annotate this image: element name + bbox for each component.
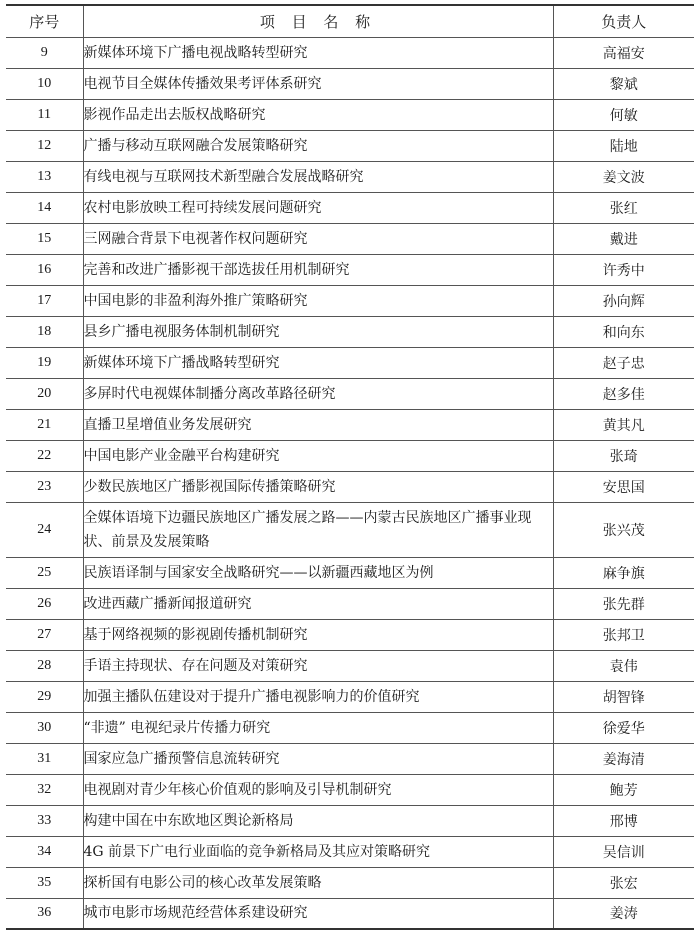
table-row bbox=[6, 378, 694, 409]
header-row bbox=[6, 5, 694, 37]
table-row bbox=[6, 130, 694, 161]
row-number: 33 bbox=[6, 805, 83, 836]
row-number: 16 bbox=[6, 254, 83, 285]
row-project-name: 中国电影的非盈利海外推广策略研究 bbox=[83, 285, 553, 316]
row-leader: 许秀中 bbox=[553, 254, 694, 285]
row-project-name: 电视节目全媒体传播效果考评体系研究 bbox=[83, 68, 553, 99]
row-number: 31 bbox=[6, 743, 83, 774]
row-number: 34 bbox=[6, 836, 83, 867]
table-row bbox=[6, 285, 694, 316]
row-number: 35 bbox=[6, 867, 83, 898]
row-leader: 高福安 bbox=[553, 37, 694, 68]
table-row bbox=[6, 774, 694, 805]
row-leader: 赵子忠 bbox=[553, 347, 694, 378]
row-project-name: 手语主持现状、存在问题及对策研究 bbox=[83, 650, 553, 681]
table-row bbox=[6, 99, 694, 130]
row-number: 29 bbox=[6, 681, 83, 712]
row-number: 22 bbox=[6, 440, 83, 471]
row-project-name: 新媒体环境下广播电视战略转型研究 bbox=[83, 37, 553, 68]
row-project-name: 改进西藏广播新闻报道研究 bbox=[83, 588, 553, 619]
row-project-name: 广播与移动互联网融合发展策略研究 bbox=[83, 130, 553, 161]
row-number: 13 bbox=[6, 161, 83, 192]
table-row bbox=[6, 898, 694, 929]
table-row bbox=[6, 588, 694, 619]
row-number: 19 bbox=[6, 347, 83, 378]
row-leader: 张兴茂 bbox=[553, 502, 694, 557]
row-project-name: 完善和改进广播影视干部选拔任用机制研究 bbox=[83, 254, 553, 285]
row-leader: 张红 bbox=[553, 192, 694, 223]
row-number: 32 bbox=[6, 774, 83, 805]
row-number: 15 bbox=[6, 223, 83, 254]
table-row bbox=[6, 68, 694, 99]
table-row bbox=[6, 316, 694, 347]
row-leader: 邢博 bbox=[553, 805, 694, 836]
row-project-name: 中国电影产业金融平台构建研究 bbox=[83, 440, 553, 471]
row-number: 11 bbox=[6, 99, 83, 130]
row-project-name: 城市电影市场规范经营体系建设研究 bbox=[83, 898, 553, 929]
row-leader: 胡智锋 bbox=[553, 681, 694, 712]
row-leader: 姜海清 bbox=[553, 743, 694, 774]
table-row bbox=[6, 619, 694, 650]
table-row bbox=[6, 471, 694, 502]
table-row bbox=[6, 161, 694, 192]
row-project-name: 三网融合背景下电视著作权问题研究 bbox=[83, 223, 553, 254]
row-leader: 孙向辉 bbox=[553, 285, 694, 316]
row-leader: 安思国 bbox=[553, 471, 694, 502]
row-number: 30 bbox=[6, 712, 83, 743]
table-row bbox=[6, 681, 694, 712]
table-row bbox=[6, 502, 694, 557]
header-leader: 负责人 bbox=[553, 5, 694, 37]
row-number: 12 bbox=[6, 130, 83, 161]
table-row bbox=[6, 867, 694, 898]
row-leader: 麻争旗 bbox=[553, 557, 694, 588]
row-project-name: 直播卫星增值业务发展研究 bbox=[83, 409, 553, 440]
table-row bbox=[6, 192, 694, 223]
row-project-name: 影视作品走出去版权战略研究 bbox=[83, 99, 553, 130]
row-project-name: 国家应急广播预警信息流转研究 bbox=[83, 743, 553, 774]
row-number: 36 bbox=[6, 898, 83, 929]
row-project-name: 县乡广播电视服务体制机制研究 bbox=[83, 316, 553, 347]
row-leader: 黎斌 bbox=[553, 68, 694, 99]
row-number: 25 bbox=[6, 557, 83, 588]
table-row bbox=[6, 440, 694, 471]
row-number: 26 bbox=[6, 588, 83, 619]
row-number: 20 bbox=[6, 378, 83, 409]
row-leader: 张琦 bbox=[553, 440, 694, 471]
row-leader: 和向东 bbox=[553, 316, 694, 347]
table-row bbox=[6, 223, 694, 254]
row-project-name: 多屏时代电视媒体制播分离改革路径研究 bbox=[83, 378, 553, 409]
row-number: 23 bbox=[6, 471, 83, 502]
row-project-name: 有线电视与互联网技术新型融合发展战略研究 bbox=[83, 161, 553, 192]
row-number: 10 bbox=[6, 68, 83, 99]
row-number: 21 bbox=[6, 409, 83, 440]
row-number: 27 bbox=[6, 619, 83, 650]
row-leader: 张宏 bbox=[553, 867, 694, 898]
row-leader: 姜涛 bbox=[553, 898, 694, 929]
row-leader: 张邦卫 bbox=[553, 619, 694, 650]
row-number: 28 bbox=[6, 650, 83, 681]
row-leader: 黄其凡 bbox=[553, 409, 694, 440]
table-row bbox=[6, 409, 694, 440]
project-table bbox=[6, 4, 694, 930]
row-leader: 张先群 bbox=[553, 588, 694, 619]
table-row bbox=[6, 712, 694, 743]
row-number: 9 bbox=[6, 37, 83, 68]
row-project-name: 基于网络视频的影视剧传播机制研究 bbox=[83, 619, 553, 650]
table-row bbox=[6, 37, 694, 68]
row-leader: 姜文波 bbox=[553, 161, 694, 192]
row-project-name: 民族语译制与国家安全战略研究——以新疆西藏地区为例 bbox=[83, 557, 553, 588]
row-project-name: 探析国有电影公司的核心改革发展策略 bbox=[83, 867, 553, 898]
row-number: 18 bbox=[6, 316, 83, 347]
table-row bbox=[6, 743, 694, 774]
row-project-name: 构建中国在中东欧地区舆论新格局 bbox=[83, 805, 553, 836]
table-row bbox=[6, 254, 694, 285]
table-row bbox=[6, 347, 694, 378]
row-leader: 何敏 bbox=[553, 99, 694, 130]
row-project-name: 农村电影放映工程可持续发展问题研究 bbox=[83, 192, 553, 223]
row-leader: 陆地 bbox=[553, 130, 694, 161]
table-row bbox=[6, 557, 694, 588]
row-leader: 袁伟 bbox=[553, 650, 694, 681]
row-number: 14 bbox=[6, 192, 83, 223]
row-project-name: 4G 前景下广电行业面临的竞争新格局及其应对策略研究 bbox=[83, 836, 553, 867]
row-leader: 徐爱华 bbox=[553, 712, 694, 743]
row-leader: 吴信训 bbox=[553, 836, 694, 867]
row-leader: 戴进 bbox=[553, 223, 694, 254]
row-project-name: 新媒体环境下广播战略转型研究 bbox=[83, 347, 553, 378]
row-project-name: 电视剧对青少年核心价值观的影响及引导机制研究 bbox=[83, 774, 553, 805]
row-leader: 鲍芳 bbox=[553, 774, 694, 805]
table-row bbox=[6, 836, 694, 867]
row-project-name: 加强主播队伍建设对于提升广播电视影响力的价值研究 bbox=[83, 681, 553, 712]
table-row bbox=[6, 805, 694, 836]
table-header bbox=[6, 5, 694, 37]
row-leader: 赵多佳 bbox=[553, 378, 694, 409]
table-row bbox=[6, 650, 694, 681]
row-project-name: 少数民族地区广播影视国际传播策略研究 bbox=[83, 471, 553, 502]
header-project-name: 项 目 名 称 bbox=[83, 5, 553, 37]
row-number: 17 bbox=[6, 285, 83, 316]
row-project-name: “非遗” 电视纪录片传播力研究 bbox=[83, 712, 553, 743]
header-no: 序号 bbox=[6, 5, 83, 37]
row-number: 24 bbox=[6, 502, 83, 557]
row-project-name: 全媒体语境下边疆民族地区广播发展之路——内蒙古民族地区广播事业现状、前景及发展策略 bbox=[83, 502, 553, 557]
table-body bbox=[6, 37, 694, 929]
